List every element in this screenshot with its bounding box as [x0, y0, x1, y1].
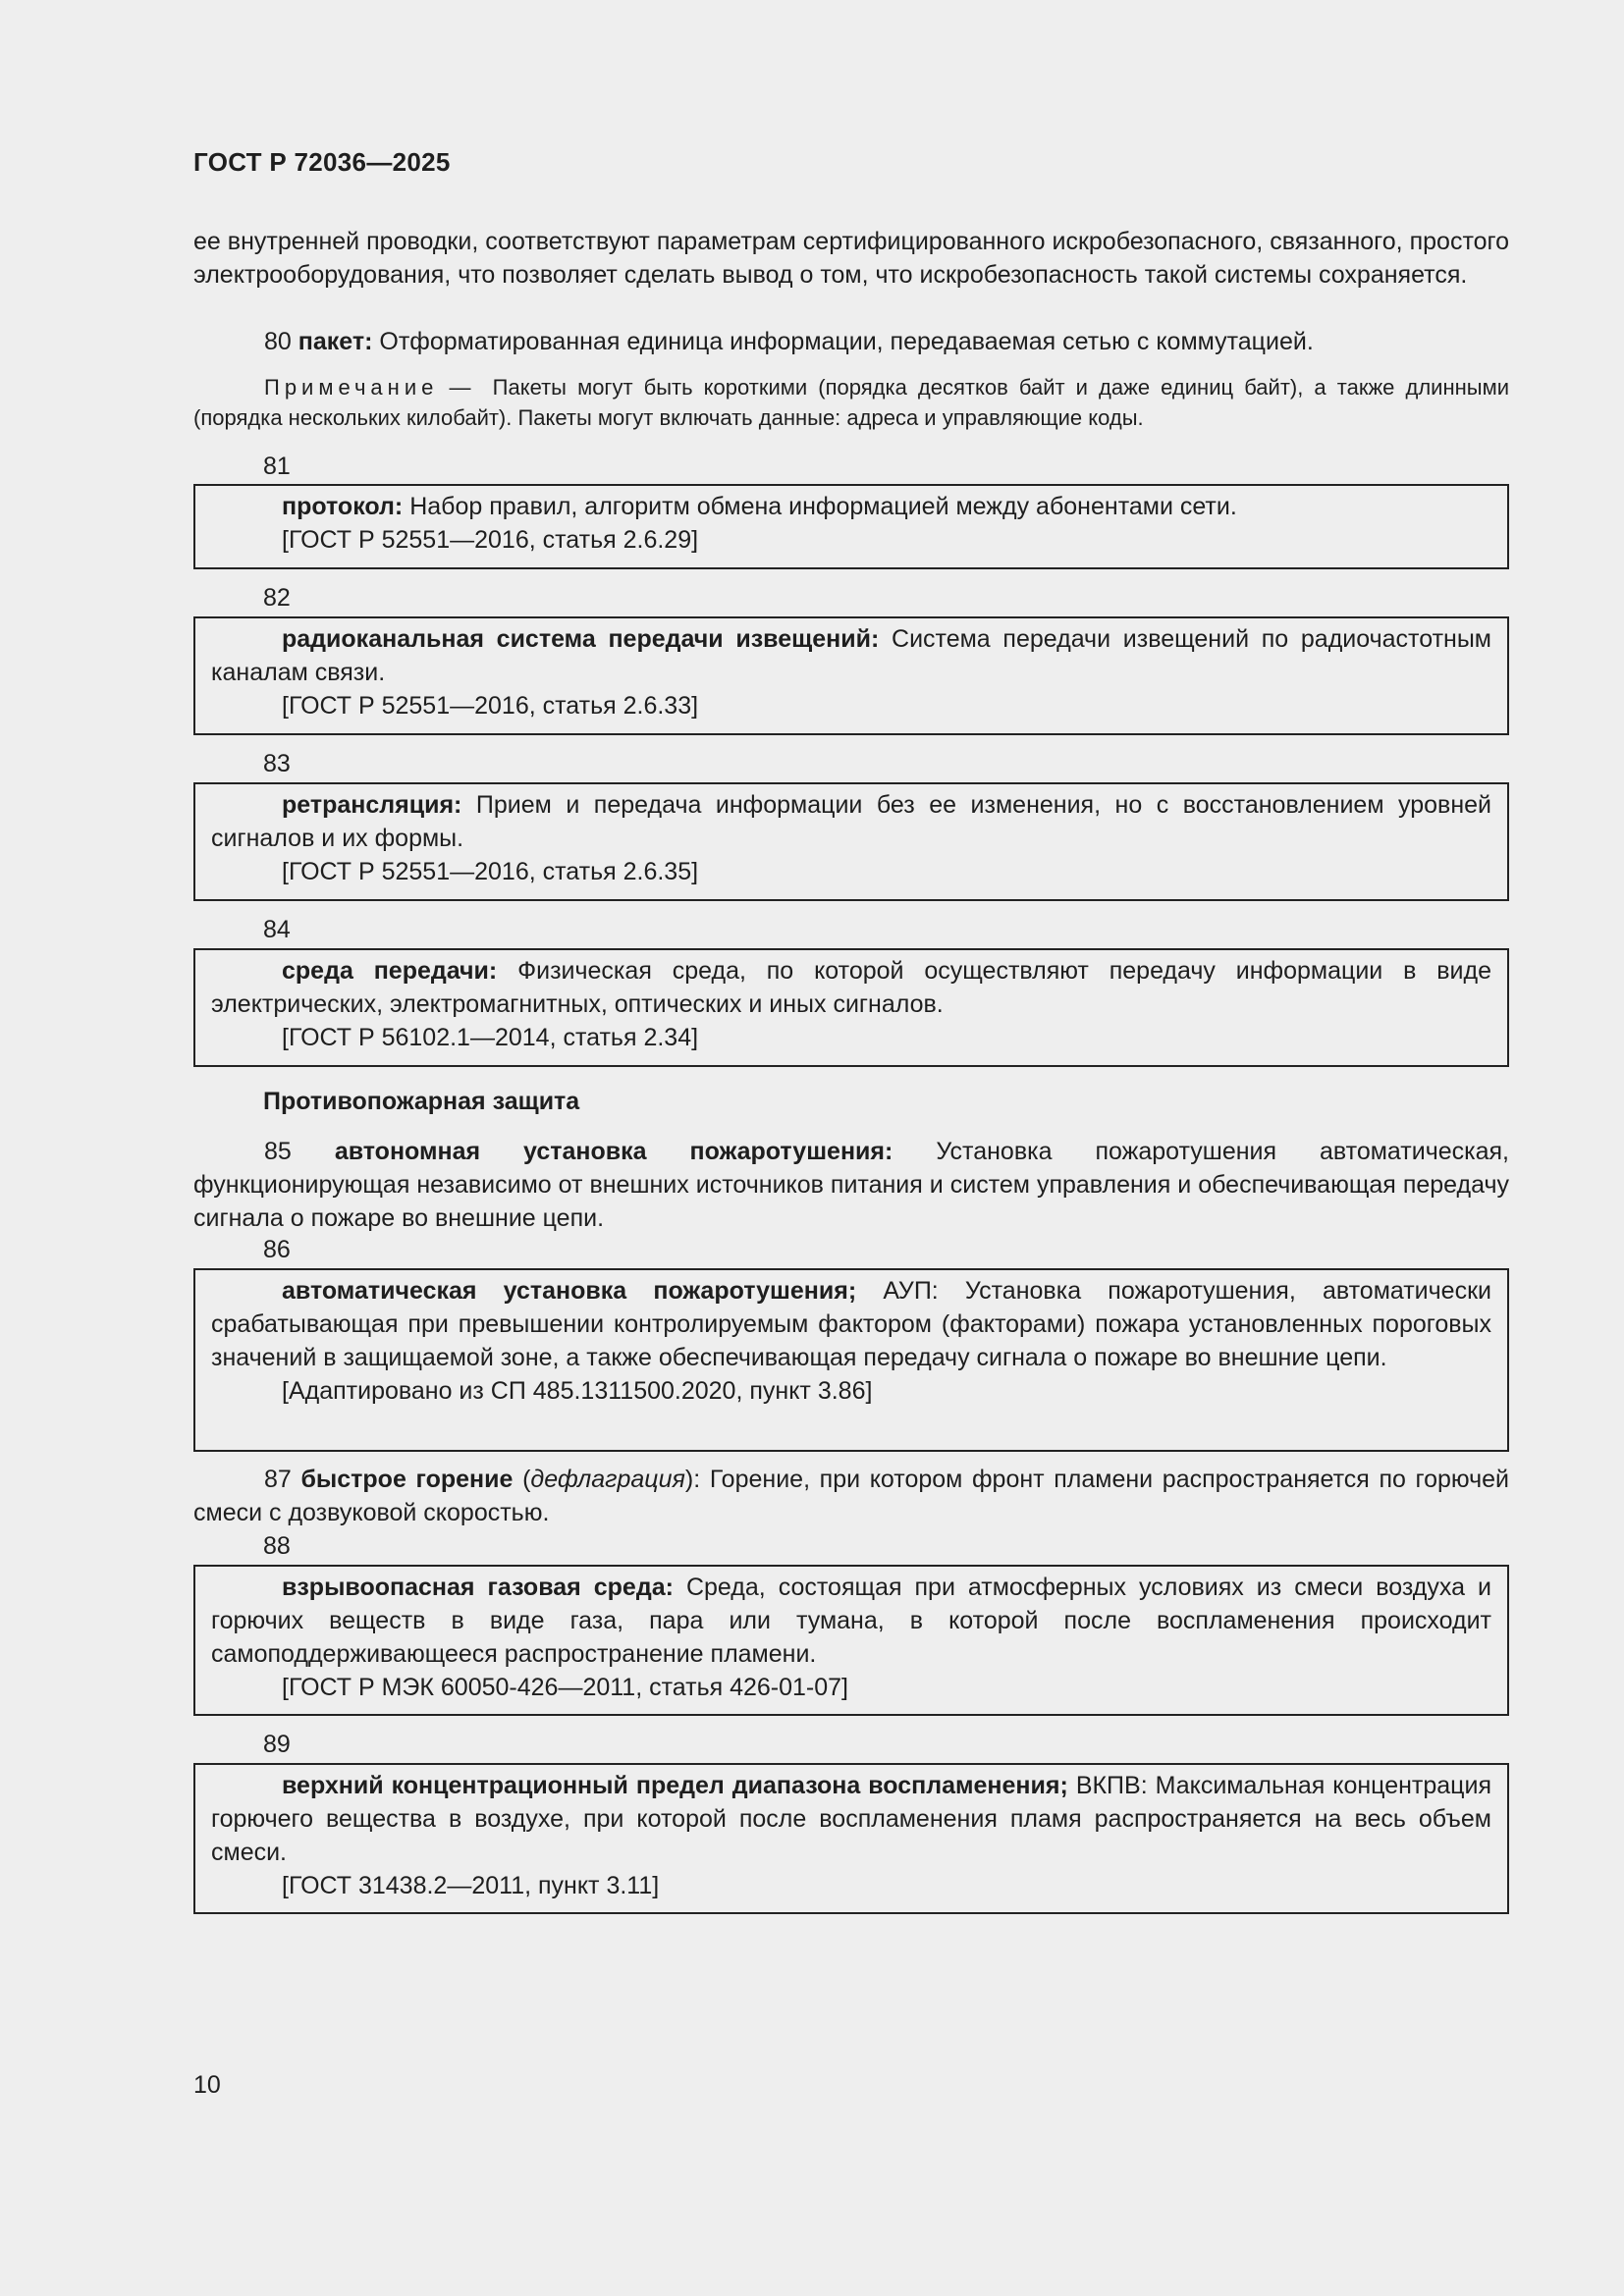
term-name: взрывоопасная газовая среда:: [282, 1574, 674, 1601]
term-text: [195, 1571, 1491, 1671]
term-definition: Отформатированная единица информации, передаваемая сетью с коммутацией.: [379, 328, 1314, 355]
note-text: Пакеты могут быть короткими (порядка десятков байт и даже единиц байт), а также длинными (порядка нескольких килобайт). Пакеты могут включать данные: адреса и управляющие коды.: [193, 375, 1509, 430]
term-box-81: [193, 484, 1509, 569]
term-text: [195, 954, 1491, 1021]
term-source: [ГОСТ 31438.2—2011, пункт 3.11]: [282, 1872, 660, 1899]
term-85: [193, 1135, 1509, 1235]
term-definition: Горение, при котором фронт пламени распространяется по горючей смеси с дозвуковой скоростью.: [193, 1466, 1510, 1526]
term-source: [Адаптировано из СП 485.1311500.2020, пункт 3.86]: [282, 1377, 873, 1405]
term-name: автономная установка пожаротушения:: [334, 1138, 893, 1165]
term-text: [195, 788, 1491, 855]
term-synonym: дефлаграция: [530, 1466, 685, 1493]
intro-paragraph: ее внутренней проводки, соответствуют параметрам сертифицированного искробезопасного, связанного, простого электрооборудования, что позволяет сделать вывод о том, что искробезопасность такой системы сохраняется.: [193, 228, 1509, 289]
term-box-82: [193, 616, 1509, 735]
term-number-83: 83: [263, 750, 291, 777]
term-name: ретрансляция:: [282, 791, 462, 819]
term-name: быстрое горение: [300, 1466, 514, 1493]
term-number-88: 88: [263, 1532, 291, 1560]
note-label: Примечание: [264, 375, 439, 400]
term-box-86: [193, 1268, 1509, 1452]
document-header: ГОСТ Р 72036—2025: [193, 147, 451, 177]
term-source: [ГОСТ Р 52551—2016, статья 2.6.29]: [282, 526, 699, 554]
term-87: [193, 1463, 1509, 1529]
note-80: [193, 372, 1509, 433]
term-name: протокол:: [282, 493, 404, 520]
term-source: [ГОСТ Р 52551—2016, статья 2.6.35]: [282, 858, 699, 885]
synonym-bracket-close: ):: [684, 1466, 701, 1493]
term-source: [ГОСТ Р 56102.1—2014, статья 2.34]: [282, 1024, 699, 1051]
term-box-89: [193, 1763, 1509, 1914]
term-name: радиоканальная система передачи извещений:: [282, 625, 880, 653]
term-number: 87: [264, 1466, 292, 1493]
term-box-88: [193, 1565, 1509, 1716]
term-definition: Набор правил, алгоритм обмена информацией между абонентами сети.: [409, 493, 1237, 520]
section-heading: Противопожарная защита: [263, 1088, 580, 1115]
term-definition: Среда, состоящая при атмосферных условиях из смеси воздуха и горючих веществ в виде газа, пара или тумана, в которой после воспламенения происходит самоподдерживающееся распространение пламени.: [211, 1574, 1491, 1668]
term-definition: Прием и передача информации без ее изменения, но с восстановлением уровней сигналов и их формы.: [211, 791, 1491, 852]
term-name: среда передачи:: [282, 957, 498, 985]
synonym-bracket-open: (: [522, 1466, 531, 1493]
page-number: 10: [193, 2071, 221, 2099]
term-text: [195, 622, 1491, 689]
term-text: [195, 1769, 1491, 1869]
term-definition: Физическая среда, по которой осуществляют передачу информации в виде электрических, электромагнитных, оптических и иных сигналов.: [211, 957, 1491, 1018]
term-text: [195, 1274, 1491, 1374]
term-number: 80: [264, 328, 292, 355]
term-text: [195, 490, 1491, 523]
term-name: верхний концентрационный предел диапазона воспламенения;: [282, 1772, 1068, 1799]
term-box-83: [193, 782, 1509, 901]
term-definition: Установка пожаротушения автоматическая, функционирующая независимо от внешних источников питания и систем управления и обеспечивающая передачу сигнала о пожаре во внешние цепи.: [193, 1138, 1509, 1232]
term-definition: АУП: Установка пожаротушения, автоматически срабатывающая при превышении контролируемым фактором (факторами) пожара установленных пороговых значений в защищаемой зоне, а также обеспечивающая передачу сигнала о пожаре во внешние цепи.: [211, 1277, 1491, 1371]
term-source: [ГОСТ Р 52551—2016, статья 2.6.33]: [282, 692, 699, 720]
term-80: [193, 325, 1509, 358]
term-source: [ГОСТ Р МЭК 60050-426—2011, статья 426-01-07]: [282, 1674, 849, 1701]
term-number: 85: [264, 1138, 292, 1165]
term-number-81: 81: [263, 453, 291, 480]
term-number-89: 89: [263, 1731, 291, 1758]
term-box-84: [193, 948, 1509, 1067]
term-name: пакет:: [298, 328, 373, 355]
term-number-84: 84: [263, 916, 291, 943]
term-definition: Система передачи извещений по радиочастотным каналам связи.: [211, 625, 1491, 686]
term-number-86: 86: [263, 1236, 291, 1263]
term-number-82: 82: [263, 584, 291, 612]
note-dash: —: [449, 375, 471, 400]
term-definition: ВКПВ: Максимальная концентрация горючего вещества в воздухе, при которой после воспламенения пламя распространяется на весь объем смеси.: [211, 1772, 1491, 1866]
term-name: автоматическая установка пожаротушения;: [282, 1277, 857, 1305]
